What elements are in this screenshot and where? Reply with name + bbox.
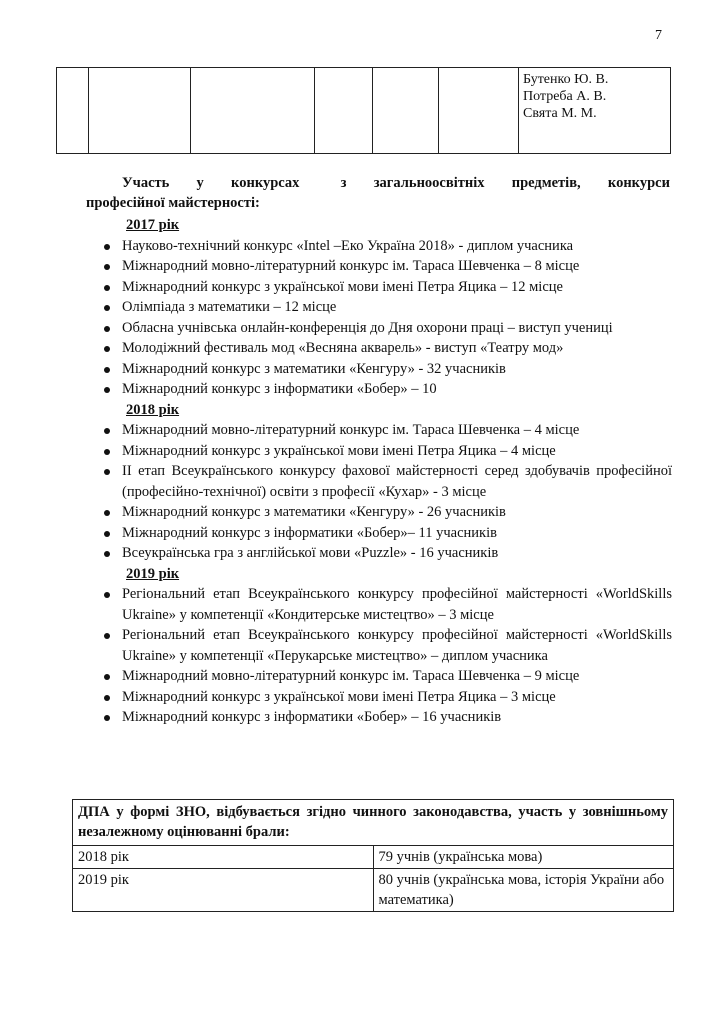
list-item: Міжнародний конкурс з української мови імені Петра Яцика – 4 місце — [86, 441, 672, 462]
table-cell — [439, 68, 519, 154]
responsible-name: Потреба А. В. — [523, 89, 607, 104]
heading-word: конкурси — [607, 175, 670, 191]
list-item: Міжнародний мовно-літературний конкурс ім. Тараса Шевченка – 8 місце — [86, 256, 672, 277]
table-cell — [57, 68, 89, 154]
list-item: Міжнародний мовно-літературний конкурс ім. Тараса Шевченка – 9 місце — [86, 666, 672, 687]
list-item: Міжнародний конкурс з математики «Кенгуру» - 32 учасників — [86, 359, 672, 380]
list-item: Міжнародний конкурс з української мови імені Петра Яцика – 12 місце — [86, 277, 672, 298]
continuation-table — [56, 67, 671, 154]
zno-year-cell: 2019 рік — [73, 869, 374, 912]
year-list — [86, 420, 672, 564]
section-heading-line: професійної майстерності: — [86, 195, 260, 211]
zno-table — [72, 799, 674, 912]
section-heading-line — [86, 173, 670, 193]
table-cell — [373, 68, 439, 154]
year-heading: 2018 рік — [126, 401, 180, 418]
table-row — [73, 869, 674, 912]
list-item: Олімпіада з математики – 12 місце — [86, 297, 672, 318]
list-item: Всеукраїнська гра з англійської мови «Puzzle» - 16 учасників — [86, 543, 672, 564]
zno-value-cell: 80 учнів (українська мова, історія України або математика) — [373, 869, 674, 912]
heading-word: предметів, — [511, 175, 581, 191]
competitions-list — [86, 215, 672, 728]
list-item: Міжнародний конкурс з інформатики «Бобер»– 11 учасників — [86, 523, 672, 544]
list-item: Міжнародний мовно-літературний конкурс ім. Тараса Шевченка – 4 місце — [86, 420, 672, 441]
list-item: Науково-технічний конкурс «Intel –Еко Україна 2018» - диплом учасника — [86, 236, 672, 257]
year-heading: 2017 рік — [126, 217, 180, 233]
table-row — [57, 68, 671, 154]
table-cell — [191, 68, 315, 154]
list-item: Міжнародний конкурс з інформатики «Бобер» – 10 — [86, 379, 672, 400]
table-cell — [315, 68, 373, 154]
year-list — [86, 584, 672, 728]
page-number: 7 — [655, 28, 662, 43]
zno-value-cell: 79 учнів (українська мова) — [373, 846, 674, 869]
list-item: ІІ етап Всеукраїнського конкурсу фахової майстерності серед здобувачів професійної (професійно-технічної) освіти з професії «Кухар» - 3 місце — [86, 461, 672, 502]
year-list — [86, 236, 672, 400]
list-item: Регіональний етап Всеукраїнського конкурсу професійної майстерності «WorldSkills Ukraine» у компетенції «Кондитерське мистецтво» – 3 місце — [86, 584, 672, 625]
heading-word: загальноосвітніх — [373, 175, 485, 191]
list-item: Обласна учнівська онлайн-конференція до Дня охорони праці – виступ учениці — [86, 318, 672, 339]
responsible-name: Свята М. М. — [523, 106, 597, 121]
heading-word: конкурсах — [231, 175, 300, 191]
table-row — [73, 846, 674, 869]
table-row — [73, 800, 674, 846]
zno-table-header: ДПА у формі ЗНО, відбувається згідно чинного законодавства, участь у зовнішньому незалежному оцінюванні брали: — [73, 800, 674, 846]
zno-year-cell: 2018 рік — [73, 846, 374, 869]
list-item: Міжнародний конкурс з інформатики «Бобер» – 16 учасників — [86, 707, 672, 728]
heading-word: у — [196, 175, 204, 191]
heading-word: з — [340, 175, 347, 191]
heading-word: Участь — [122, 175, 170, 191]
list-item: Молодіжний фестиваль мод «Весняна акварель» - виступ «Театру мод» — [86, 338, 672, 359]
list-item: Міжнародний конкурс з української мови імені Петра Яцика – 3 місце — [86, 687, 672, 708]
list-item: Регіональний етап Всеукраїнського конкурсу професійної майстерності «WorldSkills Ukraine» у компетенції «Перукарське мистецтво» – диплом учасника — [86, 625, 672, 666]
list-item: Міжнародний конкурс з математики «Кенгуру» - 26 учасників — [86, 502, 672, 523]
responsible-name: Бутенко Ю. В. — [523, 72, 609, 87]
section-heading — [86, 173, 670, 213]
table-cell — [89, 68, 191, 154]
responsible-names-cell — [519, 68, 671, 154]
year-heading: 2019 рік — [126, 565, 180, 582]
